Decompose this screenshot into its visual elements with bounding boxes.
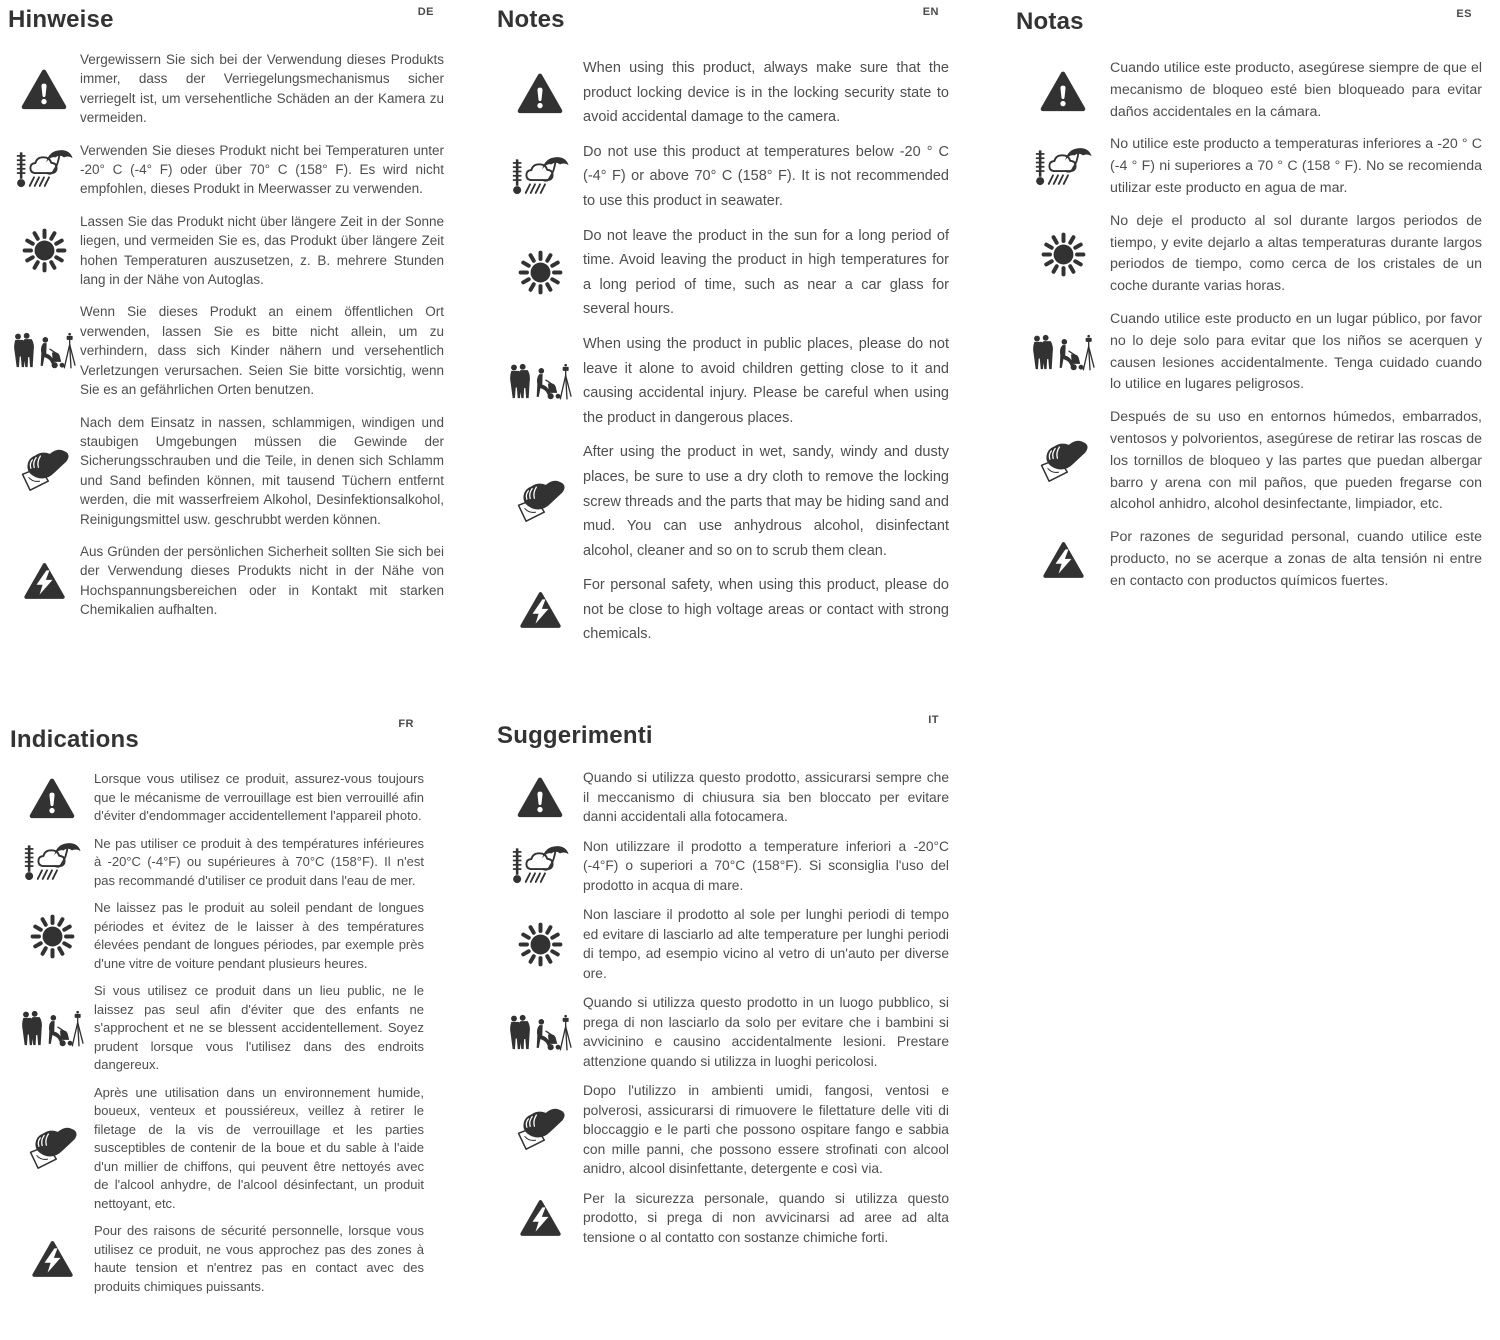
note-item (497, 332, 949, 430)
note-text: No utilice este producto a temperaturas inferiores a -20 ° C (-4 ° F) ni superiores a 70 ° C (158 ° F). No se recomienda utilizar este producto en agua de mar. (1110, 136, 1482, 196)
language-code-it: IT (928, 714, 939, 726)
note-item (10, 1084, 424, 1214)
note-item (10, 982, 424, 1075)
note-item (497, 837, 949, 896)
note-item (8, 413, 444, 529)
hand-cleaning-cloth-icon (497, 478, 583, 525)
hand-cleaning-cloth-icon (10, 1125, 94, 1172)
language-code-de: DE (417, 6, 434, 18)
note-text: When using the product in public places, please do not leave it alone to avoid children getting close to it and causing accidental injury. Please be careful when using the product in dangerous places. (583, 335, 949, 426)
sun-icon (497, 921, 583, 968)
temperature-rain-umbrella-icon (497, 843, 583, 888)
note-item (497, 224, 949, 322)
note-text: No deje el producto al sol durante largos periodos de tiempo, y evite dejarlo a altas temperaturas durante largos periodos de tiempo, como cerca de los cristales de un coche durante varias horas. (1110, 212, 1482, 295)
high-voltage-icon (1016, 541, 1110, 579)
temperature-rain-umbrella-icon (1016, 145, 1110, 190)
note-text: Wenn Sie dieses Produkt an einem öffentlichen Ort verwenden, lassen Sie es bitte nicht allein, um zu verhindern, dass sich Kinder nähern und versehentlich Verletzungen verursachen. Seien Sie bitte vorsichtig, wenn Sie es an gefährlichen Orten benutzen. (80, 304, 444, 398)
children-public-place-icon (1016, 333, 1110, 372)
note-text: Per la sicurezza personale, quando si utilizza questo prodotto, si prega di non avvicinarsi ad aree ad alta tensione o al contatto con sostanze chimiche forti. (583, 1190, 949, 1245)
note-text: Lassen Sie das Produkt nicht über längere Zeit in der Sonne liegen, und vermeiden Sie es, das Produkt über längere Zeit hohen Temperaturen auszusetzen, z. B. mehrere Stunden lang in der Nähe von Autoglas. (80, 213, 444, 288)
section-title-es: Notas (1016, 8, 1084, 35)
children-public-place-icon (497, 1013, 583, 1052)
note-text: Verwenden Sie dieses Produkt nicht bei Temperaturen unter -20° C (-4° F) oder über 70° C (158° F). Es wird nicht empfohlen, dieses Produkt in Meerwasser zu verwenden. (80, 142, 444, 197)
language-code-en: EN (922, 6, 939, 18)
note-text: Vergewissern Sie sich bei der Verwendung dieses Produkts immer, dass der Verriegelungsmechanismus sicher verriegelt ist, um versehentliche Schäden an der Kamera zu vermeiden. (80, 52, 444, 126)
note-item (10, 770, 424, 826)
note-item (497, 993, 949, 1071)
children-public-place-icon (8, 331, 80, 370)
sun-icon (8, 227, 80, 274)
note-item (497, 905, 949, 983)
note-text: Pour des raisons de sécurité personnelle, lorsque vous utilisez ce produit, ne vous approchez pas des zones à haute tension et n'entrez pas en contact avec des produits chimiques puissants. (94, 1223, 424, 1294)
temperature-rain-umbrella-icon (8, 147, 80, 192)
warning-triangle-icon (8, 68, 80, 110)
section-french (10, 718, 424, 1305)
note-item (497, 768, 949, 827)
note-text: Quando si utilizza questo prodotto in un luogo pubblico, si prega di non lasciarlo da solo per evitare che i bambini si avvicinino e causino accidentalmente lesioni. Prestare attenzione quando si utilizza in luoghi pericolosi. (583, 995, 949, 1069)
note-text: For personal safety, when using this product, please do not be close to high voltage areas or contact with strong chemicals. (583, 577, 949, 643)
note-item (10, 835, 424, 891)
high-voltage-icon (8, 562, 80, 600)
section-spanish (1016, 8, 1482, 604)
note-item (497, 573, 949, 647)
note-text: Si vous utilisez ce produit dans un lieu public, ne le laissez pas seul afin d'éviter que des enfants ne s'approchent et ne se blessent accidentellement. Soyez prudent lorsque vous l'utilisez dans des endroits dangereux. (94, 983, 424, 1072)
high-voltage-icon (10, 1240, 94, 1278)
children-public-place-icon (10, 1009, 94, 1048)
note-text: Non lasciare il prodotto al sole per lunghi periodi di tempo ed evitare di lasciarlo ad alte temperature per lunghi periodi di tempo, ad esempio vicino al vetro di un'auto per diverse ore. (583, 907, 949, 981)
note-item (497, 140, 949, 214)
note-item (497, 440, 949, 563)
section-english (497, 6, 949, 657)
note-text: Do not leave the product in the sun for a long period of time. Avoid leaving the product in high temperatures for a long period of time, such as near a car glass for several hours. (583, 227, 949, 318)
note-text: Quando si utilizza questo prodotto, assicurarsi sempre che il meccanismo di chiusura sia ben bloccato per evitare danni accidentali alla fotocamera. (583, 770, 949, 824)
note-text: Lorsque vous utilisez ce produit, assurez-vous toujours que le mécanisme de verrouillage est bien verrouillé afin d'éviter d'endommager accidentellement l'appareil photo. (94, 771, 424, 823)
note-item (1016, 58, 1482, 123)
note-text: After using the product in wet, sandy, windy and dusty places, be sure to use a dry cloth to remove the locking screw threads and the parts that may be hiding sand and mud. You can use anhydrous alcohol, disinfectant alcohol, cleaner and so on to scrub them clean. (583, 444, 949, 559)
note-item (497, 1081, 949, 1179)
language-code-es: ES (1456, 8, 1472, 20)
warning-triangle-icon (1016, 70, 1110, 112)
note-text: Nach dem Einsatz in nassen, schlammigen, windigen und staubigen Umgebungen müssen die Gewinde der Sicherungsschrauben und die Teile, in denen sich Schlamm und Sand befinden können, mit tausend Tüchern entfernt werden, die mit wasserfreiem Alkohol, Desinfektionsalkohol, Reinigungsmittel usw. geschrubbt werden können. (80, 414, 444, 527)
temperature-rain-umbrella-icon (497, 154, 583, 199)
section-title-it: Suggerimenti (497, 722, 653, 749)
note-item (8, 50, 444, 128)
note-text: Après une utilisation dans un environnement humide, boueux, venteux et poussiéreux, veillez à retirer le filetage de la vis de verrouillage et les parties susceptibles de contenir de la boue et du sable à l'aide d'un millier de chiffons, qui peuvent être nettoyés avec de l'alcool anhydre, de l'alcool désinfectant, un produit nettoyant, etc. (94, 1084, 424, 1211)
note-item (1016, 407, 1482, 516)
note-text: Do not use this product at temperatures below -20 ° C (-4° F) or above 70° C (158° F). It is not recommended to use this product in seawater. (583, 143, 949, 209)
note-text: Por razones de seguridad personal, cuando utilice este producto, no se acerque a zonas de alta tensión ni entre en contacto con productos químicos fuertes. (1110, 529, 1482, 589)
note-item (1016, 134, 1482, 199)
note-item (10, 1222, 424, 1296)
hand-cleaning-cloth-icon (1016, 438, 1110, 485)
note-item (1016, 309, 1482, 396)
note-item (1016, 211, 1482, 298)
sun-icon (1016, 231, 1110, 278)
note-item (8, 212, 444, 290)
section-title-de: Hinweise (8, 6, 114, 33)
section-title-en: Notes (497, 6, 565, 33)
warning-triangle-icon (497, 72, 583, 114)
section-german (8, 6, 444, 633)
note-item (1016, 527, 1482, 592)
note-text: Ne laissez pas le produit au soleil pendant de longues périodes et évitez de le laisser à des températures élevées pendant de longues périodes, par exemple près d'une vitre de voiture pendant plusieurs heures. (94, 900, 424, 971)
high-voltage-icon (497, 591, 583, 629)
note-text: Non utilizzare il prodotto a temperature inferiori a -20°C (-4°F) o superiori a 70°C (158°F). Si sconsiglia l'uso del prodotto in acqua di mare. (583, 838, 949, 893)
note-item (8, 302, 444, 399)
hand-cleaning-cloth-icon (497, 1106, 583, 1153)
children-public-place-icon (497, 362, 583, 401)
section-title-fr: Indications (10, 726, 139, 753)
note-text: Cuando utilice este producto en un lugar público, por favor no lo deje solo para evitar que los niños se acerquen y causen lesiones accidentalmente. Tenga cuidado cuando lo utilice en lugares peligrosos. (1110, 310, 1482, 393)
note-item (497, 56, 949, 130)
note-item (8, 141, 444, 199)
section-italian (497, 714, 949, 1257)
note-text: Cuando utilice este producto, asegúrese siempre de que el mecanismo de bloqueo esté bien bloqueado para evitar daños accidentales en la cámara. (1110, 60, 1482, 120)
warning-triangle-icon (10, 777, 94, 819)
note-text: Dopo l'utilizzo in ambienti umidi, fangosi, ventosi e polverosi, assicurarsi di rimuovere le filettature delle viti di bloccaggio e le parti che possono ospitare fango e sabbia con mille panni, che possono essere strofinati con alcool anidro, alcool disinfettante, detergente e così via. (583, 1083, 949, 1176)
sun-icon (497, 249, 583, 296)
language-code-fr: FR (398, 718, 414, 730)
note-item (10, 899, 424, 973)
note-item (8, 542, 444, 620)
note-text: Ne pas utiliser ce produit à des températures inférieures à -20°C (-4°F) ou supérieures à 70°C (158°F). Il n'est pas recommandé d'utiliser ce produit dans l'eau de mer. (94, 835, 424, 888)
note-text: Después de su uso en entornos húmedos, embarrados, ventosos y polvorientos, asegúrese de retirar las roscas de los tornillos de bloqueo y las partes que puedan albergar barro y arena con mil paños, que pueden fregarse con alcohol anhidro, alcohol desinfectante, limpiador, etc. (1110, 409, 1482, 513)
note-text: Aus Gründen der persönlichen Sicherheit sollten Sie sich bei der Verwendung dieses Produkts nicht in der Nähe von Hochspannungsbereichen oder in Kontakt mit starken Chemikalien aufhalten. (80, 543, 444, 618)
high-voltage-icon (497, 1199, 583, 1237)
note-item (497, 1189, 949, 1248)
hand-cleaning-cloth-icon (8, 447, 80, 494)
note-text: When using this product, always make sure that the product locking device is in the locking security state to avoid accidental damage to the camera. (583, 60, 949, 126)
sun-icon (10, 913, 94, 960)
warning-triangle-icon (497, 776, 583, 818)
temperature-rain-umbrella-icon (10, 840, 94, 885)
